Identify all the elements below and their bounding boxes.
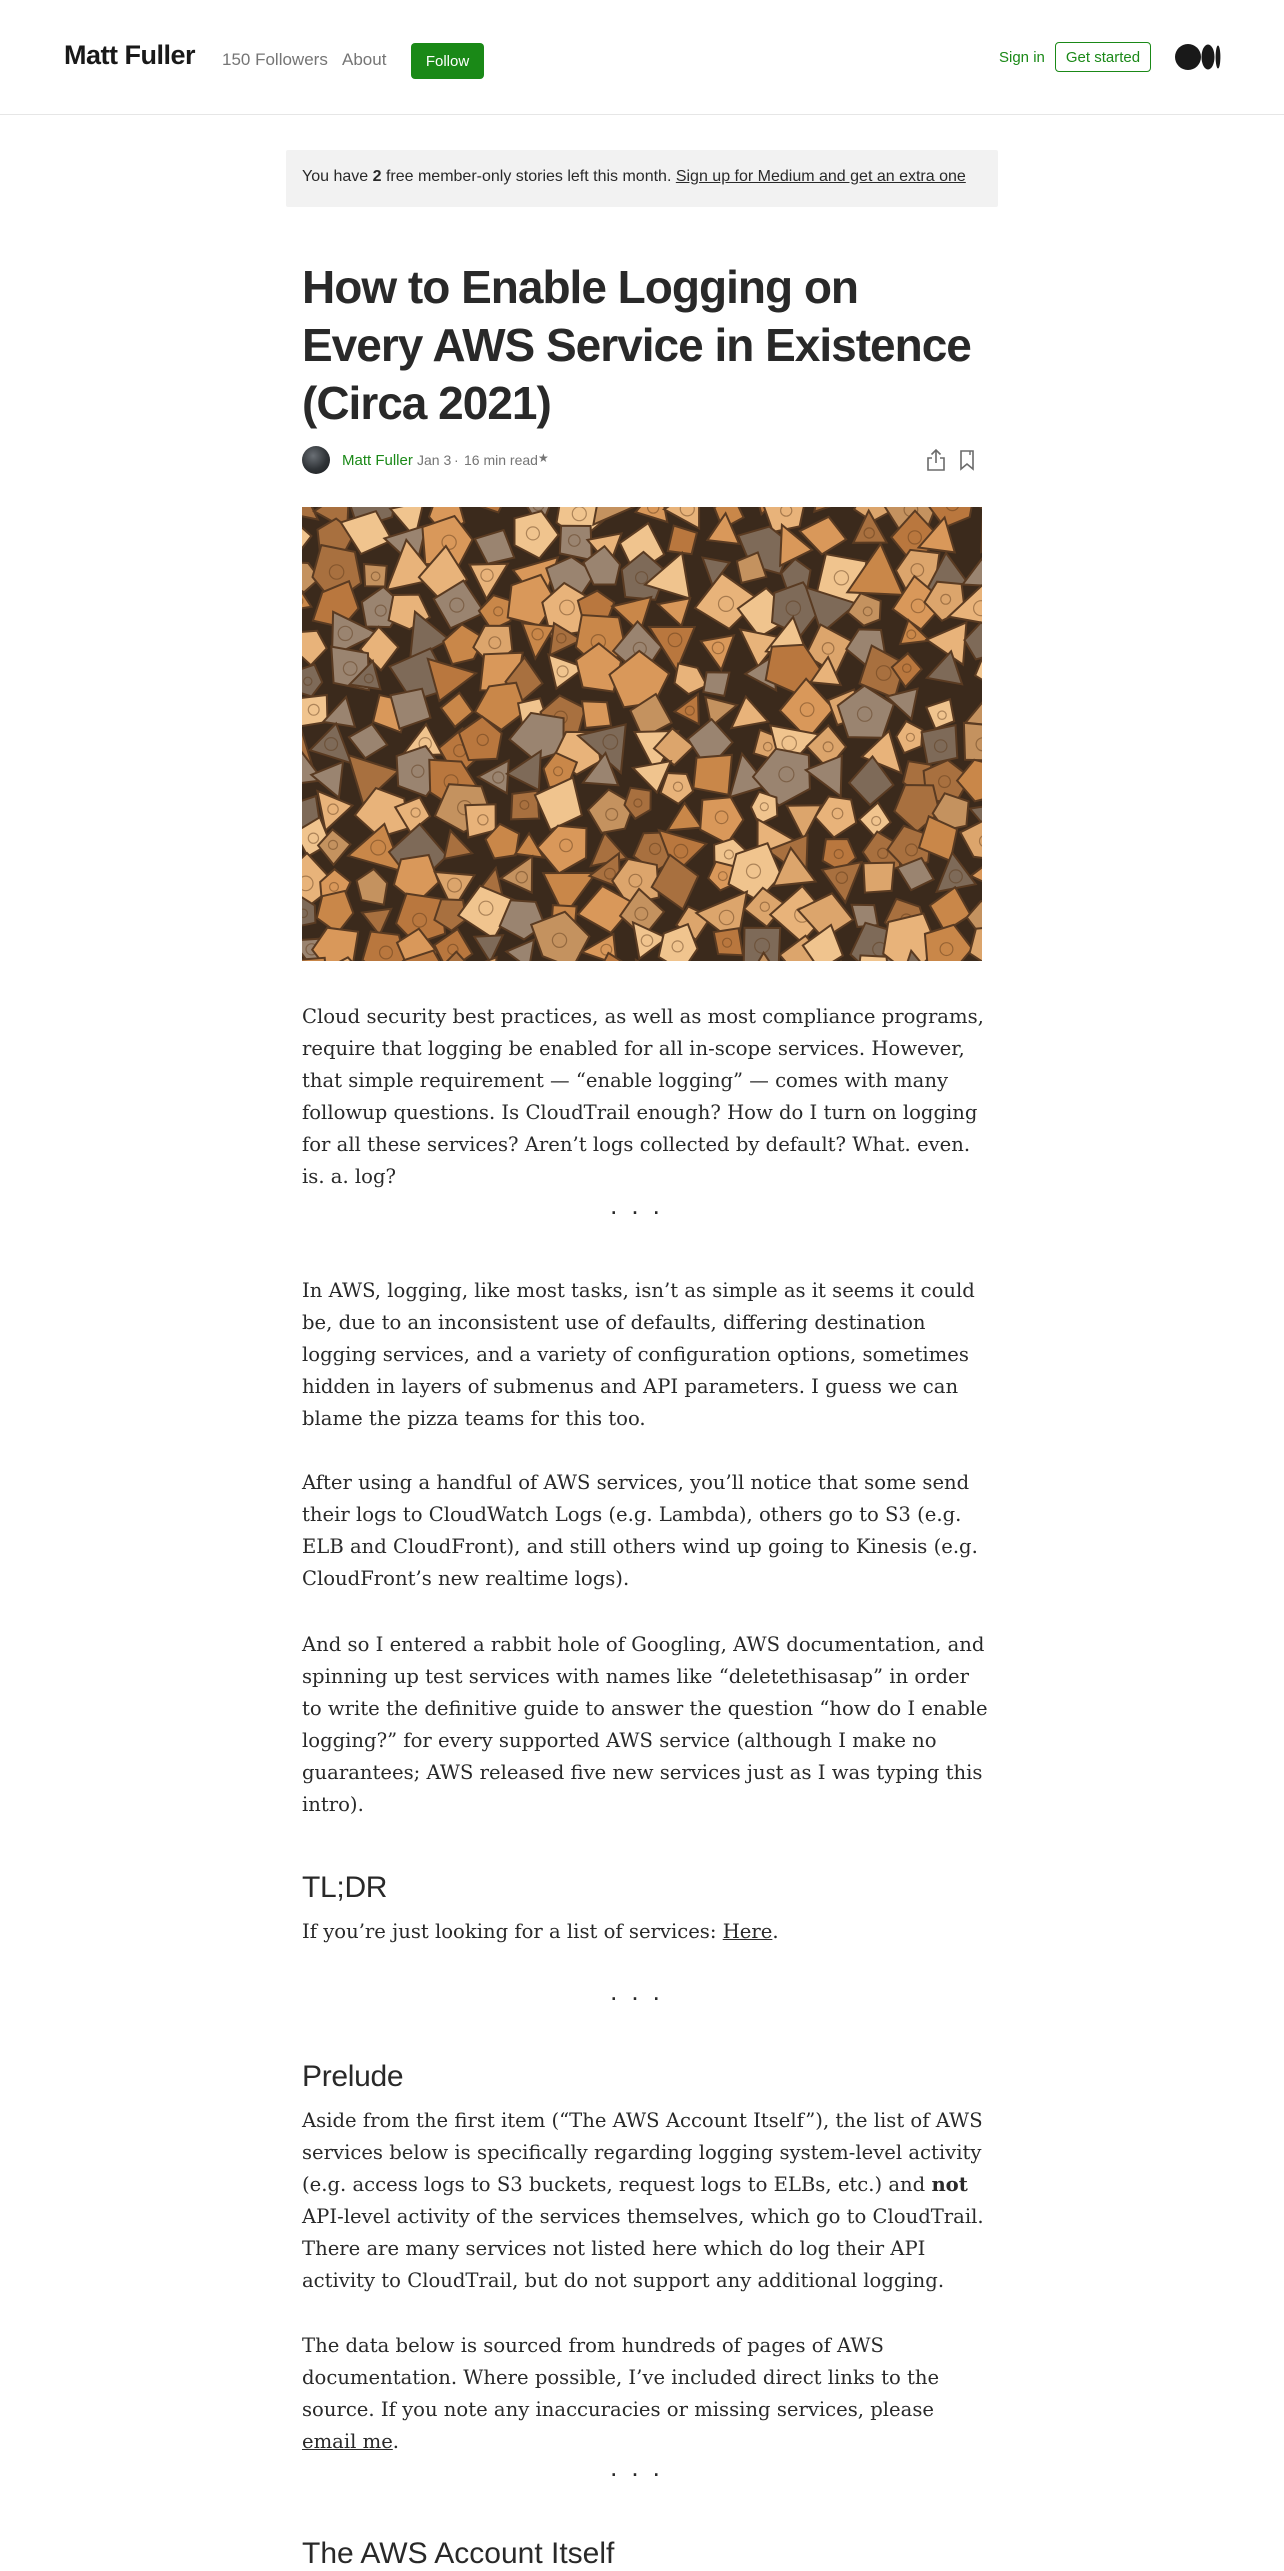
sources-text-b: . <box>392 2430 400 2453</box>
prelude-bold-not: not <box>931 2173 968 2196</box>
firewood-illustration <box>302 507 982 961</box>
paragraph-tldr <box>302 1916 992 1948</box>
log-end <box>582 701 611 728</box>
publish-date: Jan 3 <box>417 452 452 468</box>
heading-tldr: TL;DR <box>302 1871 388 1904</box>
sources-text-a: The data below is sourced from hundreds of pages of AWS documentation. Where possible, I’ve included direct links to the source. If you note any inaccuracies or missing services, please <box>302 2334 940 2421</box>
followers-link[interactable]: 150 Followers <box>222 50 328 69</box>
log-end <box>714 928 743 955</box>
publication-brand[interactable]: Matt Fuller <box>64 40 196 70</box>
banner-count: 2 <box>372 168 382 185</box>
tldr-here-link[interactable]: Here <box>722 1920 773 1943</box>
hero-image-firewood <box>302 507 982 961</box>
read-time: 16 min read <box>464 452 538 468</box>
tldr-suffix: . <box>772 1920 779 1943</box>
author-name-link[interactable]: Matt Fuller <box>342 452 413 469</box>
section-separator: ... <box>610 2452 674 2482</box>
log-end <box>858 955 890 961</box>
email-me-link[interactable]: email me <box>302 2430 393 2453</box>
paragraph-prelude <box>302 2105 992 2297</box>
prelude-text-b: API-level activity of the services themselves, which go to CloudTrail. There are many services not listed here which do log their API activity to CloudTrail, but do not support any additional logging. <box>302 2205 984 2292</box>
banner-prefix: You have <box>302 168 373 185</box>
log-end <box>922 725 958 764</box>
bookmark-icon[interactable] <box>958 449 976 471</box>
prelude-text-a: Aside from the first item (“The AWS Account Itself”), the list of AWS services below is specifically regarding logging system-level activity (e.g. access logs to S3 buckets, request logs to ELBs, etc.) and <box>302 2109 983 2196</box>
follow-button[interactable]: Follow <box>411 43 484 79</box>
section-separator: ... <box>610 1190 674 1220</box>
paragraph-sources <box>302 2330 992 2458</box>
paragraph-destinations: After using a handful of AWS services, you’ll notice that some send their logs to CloudWatch Logs (e.g. Lambda), others go to S3 (e.g. ELB and CloudFront), and still others wind up going to Kinesis (e.g. CloudFront’s new realtime logs). <box>302 1471 978 1590</box>
paragraph-intro: Cloud security best practices, as well as most compliance programs, require that logging be enabled for all in-scope services. However, that simple requirement — “enable logging” — comes with many followup questions. Is CloudTrail enough? How do I turn on logging for all these services? Aren’t logs collected by default? What. even. is. a. log? <box>302 1005 984 1188</box>
log-end <box>560 526 592 560</box>
member-stories-banner <box>286 150 998 207</box>
log-end <box>863 863 894 893</box>
article-title: How to Enable Logging on Every AWS Service in Existence (Circa 2021) <box>302 261 971 429</box>
paragraph-rabbit-hole: And so I entered a rabbit hole of Googling, AWS documentation, and spinning up test services with names like “deletethisasap” in order to write the definitive guide to answer the question “how do I enable logging?” for every supported AWS service (although I make no guarantees; AWS released five new services just as I was typing this intro). <box>302 1633 988 1816</box>
about-link[interactable]: About <box>342 50 387 69</box>
article-byline <box>302 446 982 476</box>
log-end <box>703 672 729 696</box>
log-end <box>302 958 327 961</box>
banner-signup-link[interactable]: Sign up for Medium and get an extra one <box>675 168 966 185</box>
author-avatar[interactable] <box>302 446 330 474</box>
paragraph-aws-logging: In AWS, logging, like most tasks, isn’t as simple as it seems it could be, due to an inconsistent use of defaults, differing destination logging services, and a variety of configuration options, sometimes hidden in layers of submenus and API parameters. I guess we can blame the pizza teams for this too. <box>302 1279 975 1430</box>
log-end <box>364 564 387 587</box>
tldr-text: If you’re just looking for a list of services: <box>302 1920 723 1943</box>
sign-in-link[interactable]: Sign in <box>999 49 1045 66</box>
log-end <box>964 723 982 761</box>
get-started-button[interactable]: Get started <box>1055 42 1151 72</box>
member-only-star-icon: ★ <box>538 451 549 465</box>
byline-separator: · <box>454 452 459 468</box>
share-icon[interactable] <box>925 448 947 472</box>
banner-middle: free member-only stories left this month. <box>381 168 676 185</box>
section-separator: ... <box>610 1976 674 2006</box>
heading-prelude: Prelude <box>302 2060 404 2093</box>
top-navigation-bar <box>0 0 1284 115</box>
log-end <box>693 755 732 795</box>
medium-logo-icon[interactable] <box>1175 43 1221 71</box>
heading-aws-account: The AWS Account Itself <box>302 2537 615 2570</box>
